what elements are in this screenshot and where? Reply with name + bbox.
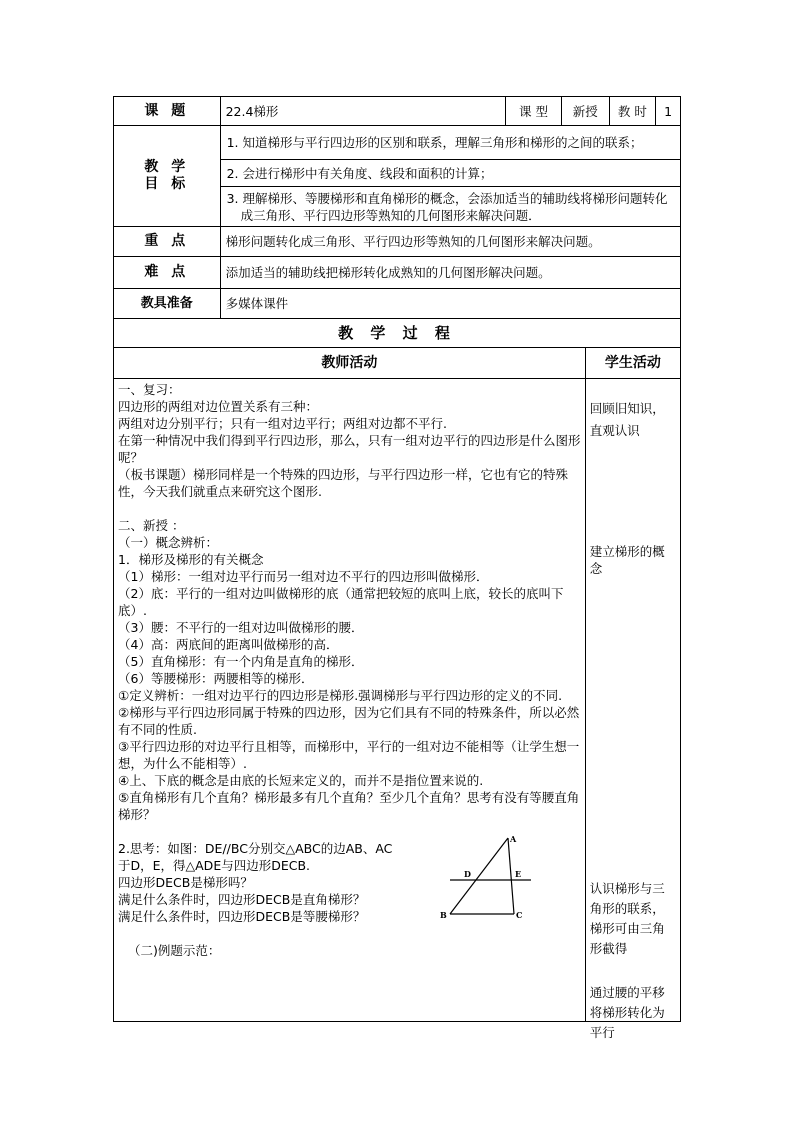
process-title: 教 学 过 程 [114, 319, 681, 348]
review-line: 两组对边分别平行；只有一组对边平行；两组对边都不平行. [118, 416, 447, 431]
new-line: （一）概念辨析： [118, 535, 219, 550]
new-line: ③平行四边形的对边平行且相等，而梯形中，平行的一组对边不能相等（让学生想一想，为什么不能相等）. [118, 739, 580, 771]
new-line: （4）高：两底间的距离叫做梯形的高． [118, 637, 339, 652]
new-line: 二、新授 ： [118, 518, 185, 533]
review-line: （板书课题）梯形同样是一个特殊的四边形，与平行四边形一样，它也有它的特殊性，今天我们就重点来研究这个图形. [118, 467, 569, 499]
key-point-value: 梯形问题转化成三角形、平行四边形等熟知的几何图形来解决问题。 [220, 227, 680, 257]
think-line: 于D，E，得△ADE与四边形DECB. [118, 858, 311, 873]
teacher-activity-header: 教师活动 [114, 348, 586, 379]
new-line: （3）腰：不平行的一组对边叫做梯形的腰． [118, 620, 364, 635]
key-point-row [114, 227, 681, 257]
triangle-figure [436, 832, 536, 920]
review-line: 在第一种情况中我们得到平行四边形，那么，只有一组对边平行的四边形是什么图形呢？ [118, 433, 581, 465]
label-a: A [510, 834, 517, 844]
student-note-1: 回顾旧知识，直观认识 [589, 401, 665, 438]
think-line: 2.思考：如图：DE//BC分别交△ABC的边AB、AC [118, 841, 393, 856]
think-line: 满足什么条件时，四边形DECB是等腰梯形？ [118, 909, 366, 924]
type-value: 新授 [561, 97, 609, 126]
process-title-row [114, 319, 681, 348]
teacher-activity [114, 379, 586, 1022]
new-line: ⑤直角梯形有几个直角？梯形最多有几个直角？至少几个直角？思考有没有等腰直角梯形？ [118, 790, 580, 822]
label-c: C [516, 910, 523, 920]
label-e: E [515, 869, 522, 879]
review-line: 一、复习： [118, 382, 181, 397]
think-line: 满足什么条件时，四边形DECB是直角梯形？ [118, 892, 366, 907]
new-line: （6）等腰梯形：两腰相等的梯形． [118, 671, 314, 686]
difficulty-value: 添加适当的辅助线把梯形转化成熟知的几何图形解决问题。 [220, 257, 680, 289]
difficulty-row [114, 257, 681, 289]
hours-label: 教 时 [609, 97, 656, 126]
new-line: ①定义辨析：一组对边平行的四边形是梯形.强调梯形与平行四边形的定义的不同. [118, 688, 563, 703]
objectives-label [114, 126, 221, 227]
objectives-label-line1: 教 学 [144, 159, 190, 175]
student-note-2: 建立梯形的概念 [589, 544, 665, 576]
student-activity [585, 379, 680, 1040]
new-line: ②梯形与平行四边形同属于特殊的四边形，因为它们具有不同的特殊条件，所以必然有不同的性质. [118, 705, 580, 737]
objectives-label-line2: 目 标 [144, 176, 190, 192]
think-line: 四边形DECB是梯形吗？ [118, 875, 253, 890]
objective-row-1 [114, 126, 681, 160]
lesson-plan-table [113, 96, 681, 1040]
header-row [114, 97, 681, 126]
objective-item: 3. 理解梯形、等腰梯形和直角梯形的概念，会添加适当的辅助线将梯形问题转化成三角形、平行四边形等熟知的几何图形来解决问题． [220, 187, 680, 227]
topic-label: 课 题 [114, 97, 221, 126]
example-heading: （二)例题示范： [128, 943, 221, 958]
objective-item: 1. 知道梯形与平行四边形的区别和联系，理解三角形和梯形的之间的联系； [220, 126, 680, 160]
tools-row [114, 289, 681, 319]
tools-value: 多媒体课件 [220, 289, 680, 319]
objective-item: 2. 会进行梯形中有关角度、线段和面积的计算； [220, 160, 680, 187]
label-d: D [464, 869, 471, 879]
key-point-label: 重 点 [114, 227, 221, 257]
new-line: （5）直角梯形：有一个内角是直角的梯形． [118, 654, 364, 669]
new-line: （2）底：平行的一组对边叫做梯形的底（通常把较短的底叫上底，较长的底叫下底）. [118, 586, 564, 618]
topic-value: 22.4梯形 [220, 97, 506, 126]
student-note-4: 通过腰的平移将梯形转化为平行 [589, 985, 665, 1040]
side-ab [450, 838, 508, 914]
new-line: ④上、下底的概念是由底的长短来定义的，而并不是指位置来说的. [118, 773, 484, 788]
review-line: 四边形的两组对边位置关系有三种： [118, 399, 319, 414]
type-label: 课 型 [506, 97, 562, 126]
new-line: （1）梯形：一组对边平行而另一组对边不平行的四边形叫做梯形． [118, 569, 489, 584]
process-body-row [114, 379, 681, 1022]
tools-label: 教具准备 [114, 289, 221, 319]
process-header-row [114, 348, 681, 379]
side-ac [508, 838, 514, 914]
think-block [118, 834, 581, 925]
label-b: B [440, 910, 447, 920]
difficulty-label: 难 点 [114, 257, 221, 289]
student-activity-header: 学生活动 [585, 348, 680, 379]
hours-value: 1 [656, 97, 681, 126]
new-line: 1．梯形及梯形的有关概念 [118, 552, 264, 567]
student-note-3: 认识梯形与三角形的联系，梯形可由三角形截得 [589, 881, 665, 956]
